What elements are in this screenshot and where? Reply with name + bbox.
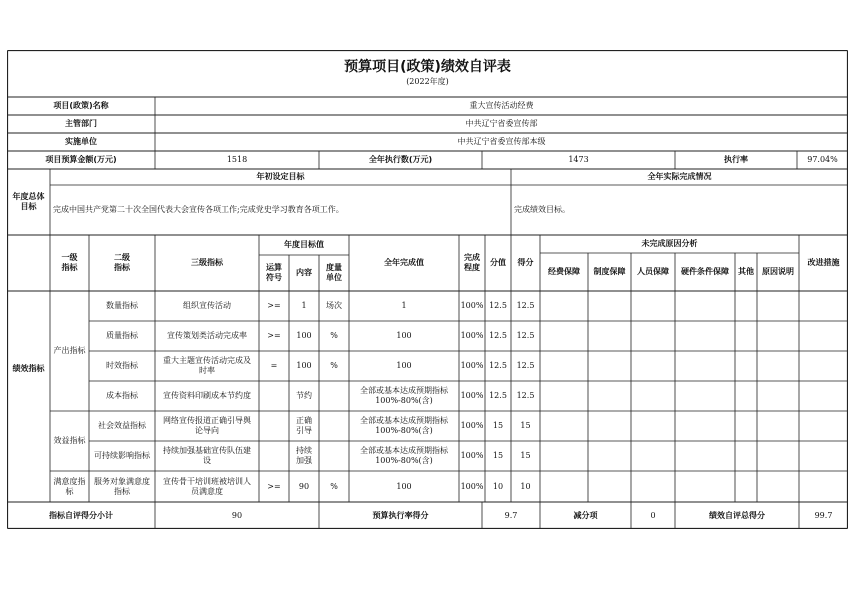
row-6-op: >= — [267, 481, 281, 491]
row-2-l2: 时效指标 — [106, 361, 138, 370]
row-4-score: 15 — [520, 421, 531, 430]
row-0-degree: 100% — [460, 301, 484, 310]
total-score-value: 99.7 — [814, 510, 833, 520]
budget-score-label: 预算执行率得分 — [372, 510, 429, 520]
exec-total-label: 全年执行数(万元) — [368, 155, 433, 164]
row-3-content: 节约 — [296, 391, 312, 400]
row-1-l2: 质量指标 — [106, 331, 138, 340]
row-3-degree: 100% — [460, 391, 484, 400]
unit-label: 实施单位 — [65, 137, 97, 146]
reason-explain-header: 原因说明 — [762, 267, 794, 276]
initial-goal-header: 年初设定目标 — [256, 172, 305, 181]
row-0-done: 1 — [401, 301, 407, 310]
exec-rate-label: 执行率 — [724, 155, 748, 164]
complete-degree-header: 完成程度 — [464, 253, 480, 272]
row-4-done: 全部或基本达成预期指标100%-80%(含) — [360, 416, 448, 435]
row-0-l2: 数量指标 — [106, 301, 138, 310]
row-6-degree: 100% — [460, 481, 484, 491]
row-3-weight: 12.5 — [489, 391, 507, 400]
row-4-l2: 社会效益指标 — [98, 421, 146, 430]
row-3-score: 12.5 — [516, 391, 535, 400]
lvl1-header: 一级指标 — [61, 253, 78, 272]
op-header: 运算符号 — [266, 263, 282, 282]
row-0-unit: 场次 — [326, 301, 342, 310]
budget-total-label: 项目预算金额(万元) — [45, 155, 117, 164]
row-5-score: 15 — [520, 451, 531, 460]
row-4-unit — [319, 411, 349, 441]
exec-rate-value: 97.04% — [807, 155, 838, 164]
row-2-done: 100 — [396, 361, 412, 370]
row-0-score: 12.5 — [516, 301, 535, 310]
row-6-done: 100 — [396, 481, 412, 491]
row-5-l3: 持续加强基础宣传队伍建设 — [163, 446, 251, 465]
row-1-op: >= — [267, 331, 281, 340]
reason-system-header: 制度保障 — [593, 267, 626, 276]
row-0-content: 1 — [301, 301, 307, 310]
row-5-done: 全部或基本达成预期指标100%-80%(含) — [360, 446, 448, 465]
budget-score-value: 9.7 — [504, 510, 518, 520]
row-0-weight: 12.5 — [489, 301, 507, 310]
project-name-label: 项目(政策)名称 — [53, 101, 109, 110]
row-2-op: = — [270, 361, 278, 370]
row-1-unit: % — [330, 331, 338, 340]
improve-header: 改进措施 — [807, 258, 840, 267]
row-3-done: 全部或基本达成预期指标100%-80%(含) — [360, 386, 448, 405]
row-4-op — [259, 411, 289, 441]
row-3-op — [259, 381, 289, 411]
row-4-weight: 15 — [492, 421, 504, 430]
row-5-content: 持续加强 — [296, 446, 312, 465]
lvl3-header: 三级指标 — [191, 258, 223, 267]
reasons-header: 未完成原因分析 — [641, 239, 698, 248]
content-header: 内容 — [296, 268, 312, 277]
row-6-unit: % — [330, 481, 338, 491]
row-2-unit: % — [330, 361, 338, 370]
subtotal-label: 指标自评得分小计 — [49, 510, 113, 520]
dept-value: 中共辽宁省委宣传部 — [465, 119, 538, 128]
unit-measure-header: 度量单位 — [326, 263, 342, 282]
row-1-weight: 12.5 — [489, 331, 507, 340]
target-value-header: 年度目标值 — [284, 240, 324, 249]
reason-fund-header: 经费保障 — [548, 267, 580, 276]
row-2-score: 12.5 — [516, 361, 535, 370]
table-title: 预算项目(政策)绩效自评表 — [344, 59, 511, 75]
row-2-degree: 100% — [460, 361, 484, 370]
row-0-op: >= — [267, 301, 281, 310]
actual-text: 完成绩效目标。 — [514, 205, 570, 214]
row-6-weight: 10 — [492, 481, 504, 491]
row-5-op — [259, 441, 289, 471]
lvl2-header: 二级指标 — [114, 253, 130, 272]
reason-staff-header: 人员保障 — [637, 267, 669, 276]
score-header: 得分 — [517, 258, 534, 267]
row-6-score: 10 — [520, 481, 531, 491]
row-3-l2: 成本指标 — [106, 391, 138, 400]
row-4-degree: 100% — [460, 421, 484, 430]
row-2-content: 100 — [296, 361, 312, 370]
budget-total-value: 1518 — [226, 155, 248, 164]
row-1-degree: 100% — [460, 331, 484, 340]
weight-header: 分值 — [490, 258, 506, 267]
row-3-unit — [319, 381, 349, 411]
row-5-weight: 15 — [492, 451, 504, 460]
row-5-l2: 可持续影响指标 — [94, 451, 150, 460]
performance-table — [7, 50, 848, 529]
deduct-value: 0 — [650, 510, 656, 520]
project-name-value: 重大宣传活动经费 — [469, 101, 534, 110]
actual-header: 全年实际完成情况 — [647, 172, 712, 181]
row-4-content: 正确引导 — [296, 416, 312, 435]
row-1-l3: 宣传策划类活动完成率 — [167, 331, 247, 340]
initial-goal-text: 完成中国共产党第二十次全国代表大会宣传各项工作;完成党史学习教育各项工作。 — [53, 205, 344, 214]
row-1-done: 100 — [396, 331, 412, 340]
deduct-label: 减分项 — [573, 510, 598, 520]
group-output: 产出指标 — [53, 346, 86, 355]
group-benefit: 效益指标 — [53, 436, 86, 445]
row-6-l3: 宣传骨干培训班被培训人员满意度 — [163, 476, 251, 496]
total-score-label: 绩效自评总得分 — [709, 510, 765, 520]
row-0-l3: 组织宣传活动 — [183, 301, 231, 310]
row-3-l3: 宣传资料印刷成本节约度 — [163, 391, 251, 400]
row-6-content: 90 — [298, 481, 310, 491]
reason-hardware-header: 硬件条件保障 — [681, 267, 729, 276]
subtotal-value: 90 — [231, 510, 243, 520]
perf-indicator-label: 绩效指标 — [12, 363, 45, 373]
dept-label: 主管部门 — [65, 119, 97, 128]
row-4-l3: 网络宣传报道正确引导舆论导向 — [163, 416, 251, 435]
group-satisfaction: 满意度指标 — [53, 476, 86, 496]
row-6-l2: 服务对象满意度指标 — [94, 476, 150, 496]
unit-value: 中共辽宁省委宣传部本级 — [457, 137, 546, 146]
annual-goal-label: 年度总体目标 — [12, 192, 45, 211]
row-1-content: 100 — [296, 331, 312, 340]
row-2-l3: 重大主题宣传活动完成及时率 — [163, 356, 251, 375]
exec-total-value: 1473 — [568, 155, 589, 164]
row-2-weight: 12.5 — [489, 361, 507, 370]
year-complete-header: 全年完成值 — [384, 258, 424, 267]
reason-other-header: 其他 — [738, 267, 754, 276]
row-5-unit — [319, 441, 349, 471]
table-year: (2022年度) — [406, 77, 449, 86]
row-1-score: 12.5 — [516, 331, 535, 340]
row-5-degree: 100% — [460, 451, 484, 460]
